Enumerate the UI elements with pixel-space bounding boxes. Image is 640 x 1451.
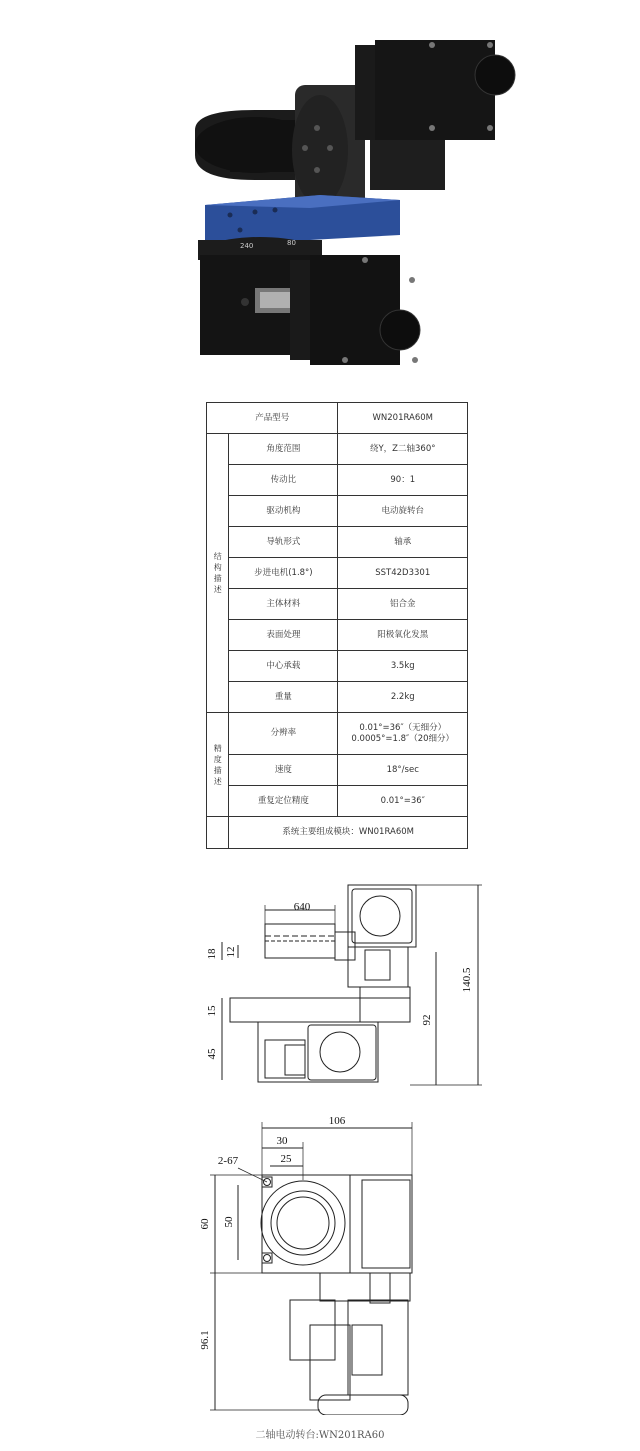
spec-label: 传动比: [229, 465, 338, 496]
spec-value: SST42D3301: [338, 558, 468, 589]
dim-label: 30: [276, 1135, 288, 1147]
spec-label: 重量: [229, 682, 338, 713]
top-view-drawing: [0, 1110, 640, 1415]
spec-value: 18°/sec: [338, 755, 468, 786]
spec-label: 导轨形式: [229, 527, 338, 558]
spec-value: 阳极氧化发黑: [338, 620, 468, 651]
dim-label: 96.1: [199, 1330, 211, 1350]
spec-label: 驱动机构: [229, 496, 338, 527]
dim-label: 106: [328, 1115, 346, 1127]
dim-label: 140.5: [461, 967, 473, 993]
dim-label: 640: [293, 901, 311, 913]
spec-label: 重复定位精度: [229, 786, 338, 817]
dim-label: 25: [280, 1153, 292, 1165]
spec-value: 0.01°=36″（无细分） 0.0005°=1.8″（20细分）: [338, 713, 468, 755]
spec-table: [206, 402, 468, 849]
spec-value: 轴承: [338, 527, 468, 558]
spec-label: 主体材料: [229, 589, 338, 620]
spec-label: 表面处理: [229, 620, 338, 651]
structure-group-label: 结构描述: [207, 434, 229, 713]
table-footer: 系统主要组成模块：WN01RA60M: [229, 817, 468, 849]
model-value: WN201RA60M: [338, 403, 468, 434]
spec-value: 绕Y，Z二轴360°: [338, 434, 468, 465]
spec-label: 中心承载: [229, 651, 338, 682]
dim-label: 50: [223, 1216, 235, 1228]
spec-label: 速度: [229, 755, 338, 786]
figure-caption: 二轴电动转台:WN201RA60: [255, 1430, 385, 1441]
spec-label: 步进电机(1.8°): [229, 558, 338, 589]
product-photo: [160, 30, 520, 380]
svg-text:240: 240: [240, 242, 254, 250]
dim-label: 2-67: [217, 1155, 239, 1167]
spec-value: 电动旋转台: [338, 496, 468, 527]
spec-value: 铝合金: [338, 589, 468, 620]
svg-text:80: 80: [287, 239, 296, 247]
spec-value: 3.5kg: [338, 651, 468, 682]
spec-value: 90：1: [338, 465, 468, 496]
spec-value: 2.2kg: [338, 682, 468, 713]
dim-label: 15: [206, 1005, 218, 1017]
dim-label: 12: [225, 946, 237, 958]
side-view-drawing: [0, 880, 640, 1095]
spec-label: 分辨率: [229, 713, 338, 755]
spec-label: 角度范围: [229, 434, 338, 465]
dim-label: 92: [421, 1014, 433, 1026]
model-label: 产品型号: [207, 403, 338, 434]
spec-value: 0.01°=36″: [338, 786, 468, 817]
dim-label: 60: [199, 1218, 211, 1230]
precision-group-label: 精度描述: [207, 713, 229, 817]
dim-label: 18: [206, 948, 218, 960]
dim-label: 45: [206, 1048, 218, 1060]
